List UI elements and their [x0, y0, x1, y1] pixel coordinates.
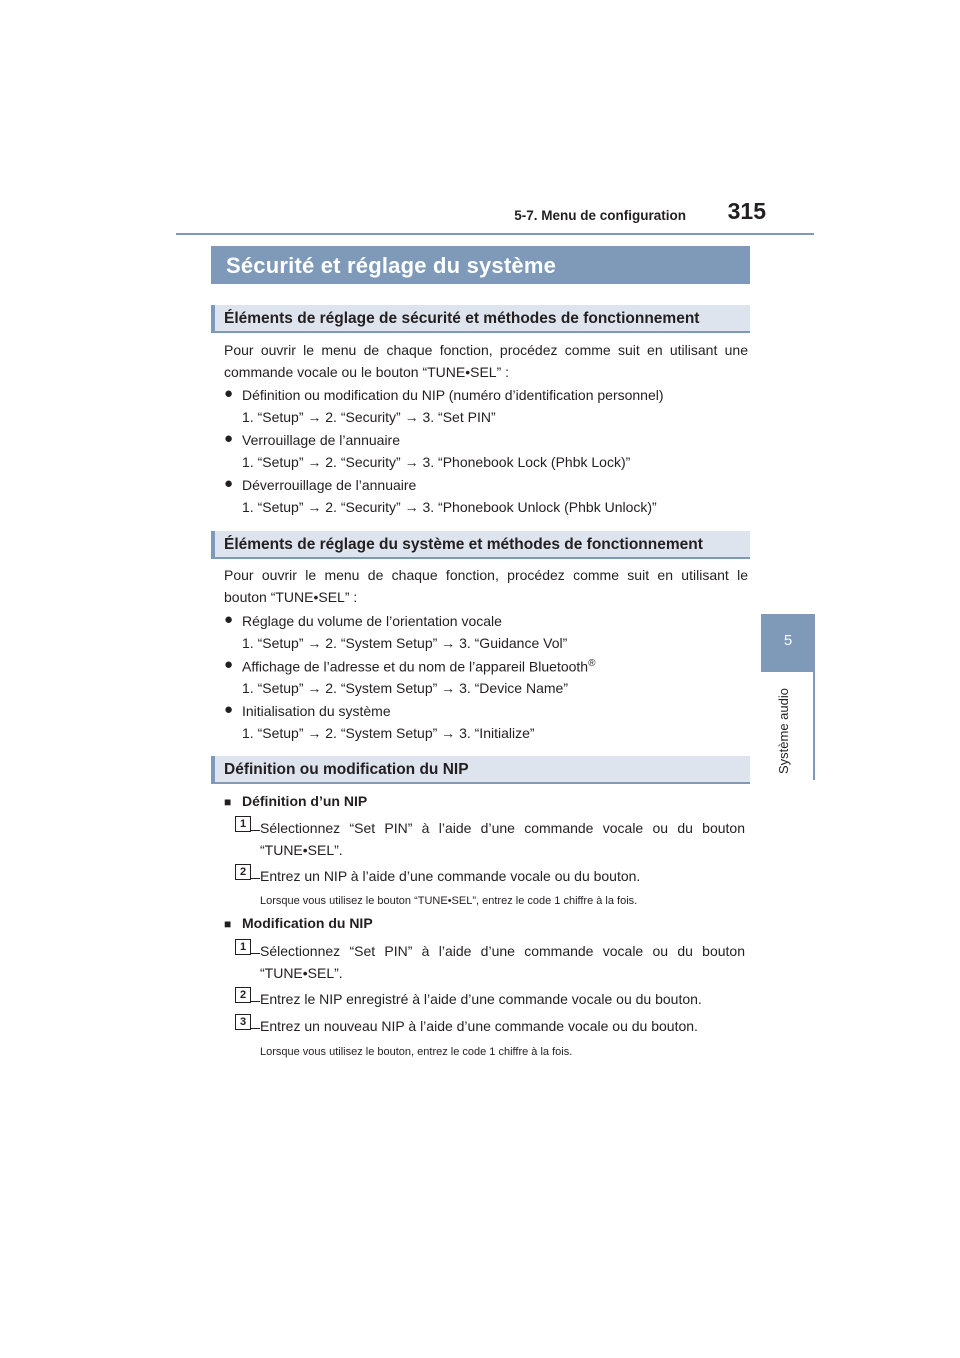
system-heading-accent [211, 531, 215, 559]
security-intro-line1: Pour ouvrir le menu de chaque fonction, procédez comme suit en utilisant une [224, 342, 748, 358]
bullet-icon: ● [224, 701, 234, 718]
system-item-title [242, 658, 595, 675]
system-item-path: 1. “Setup” → 2. “System Setup” → 3. “Guidance Vol” [242, 635, 568, 651]
bullet-icon: ● [224, 430, 234, 447]
page-number: 315 [727, 198, 766, 224]
registered-mark: ® [588, 658, 596, 669]
bullet-icon: ● [224, 475, 234, 492]
define-step-line1: Entrez un NIP à l’aide d’une commande vocale ou du bouton. [260, 868, 641, 884]
system-intro-line1: Pour ouvrir le menu de chaque fonction, procédez comme suit en utilisant le [224, 567, 748, 583]
chapter-number: 5 [783, 632, 793, 649]
chapter-tab-edge [813, 614, 815, 780]
system-heading: Éléments de réglage du système et méthodes de fonctionnement [224, 536, 703, 553]
system-item-title-text: Affichage de l’adresse et du nom de l’appareil Bluetooth [242, 658, 589, 675]
step-number-badge: 2 [235, 987, 251, 1003]
define-note: Lorsque vous utilisez le bouton “TUNE•SEL”, entrez le code 1 chiffre à la fois. [260, 895, 638, 907]
security-item-title: Définition ou modification du NIP (numéro d’identification personnel) [242, 387, 664, 403]
modify-note: Lorsque vous utilisez le bouton, entrez le code 1 chiffre à la fois. [260, 1046, 573, 1058]
modify-nip-title: Modification du NIP [242, 915, 373, 931]
security-heading-accent [211, 305, 215, 333]
header-rule [176, 233, 814, 235]
system-item-path: 1. “Setup” → 2. “System Setup” → 3. “Device Name” [242, 680, 568, 696]
nip-heading-accent [211, 756, 215, 784]
modify-step-line2: “TUNE•SEL”. [260, 965, 343, 981]
chapter-label: Système audio [776, 688, 791, 774]
define-nip-title: Définition d’un NIP [242, 793, 368, 809]
step-number-badge: 2 [235, 864, 251, 880]
square-bullet-icon: ■ [224, 917, 232, 931]
step-number-badge: 1 [235, 816, 251, 832]
define-step-line1: Sélectionnez “Set PIN” à l’aide d’une commande vocale ou du bouton [260, 820, 745, 836]
security-item-title: Verrouillage de l’annuaire [242, 432, 400, 448]
modify-step-line1: Entrez un nouveau NIP à l’aide d’une commande vocale ou du bouton. [260, 1018, 698, 1034]
define-step-line2: “TUNE•SEL”. [260, 842, 343, 858]
system-item-title: Réglage du volume de l’orientation vocale [242, 613, 502, 629]
security-item-path: 1. “Setup” → 2. “Security” → 3. “Phonebook Lock (Phbk Lock)” [242, 454, 631, 470]
step-number-badge: 1 [235, 939, 251, 955]
nip-heading: Définition ou modification du NIP [224, 761, 469, 778]
security-item-path: 1. “Setup” → 2. “Security” → 3. “Set PIN” [242, 409, 496, 425]
bullet-icon: ● [224, 385, 234, 402]
bullet-icon: ● [224, 611, 234, 628]
section-title: Sécurité et réglage du système [226, 253, 557, 278]
step-number-badge: 3 [235, 1014, 251, 1030]
security-intro-line2: commande vocale ou le bouton “TUNE•SEL” : [224, 364, 510, 380]
system-item-path: 1. “Setup” → 2. “System Setup” → 3. “Initialize” [242, 725, 535, 741]
system-item-title: Initialisation du système [242, 703, 391, 719]
running-head: 5-7. Menu de configuration [514, 208, 686, 223]
chapter-label-container [773, 678, 799, 780]
system-intro-line2: bouton “TUNE•SEL” : [224, 589, 358, 605]
square-bullet-icon: ■ [224, 795, 232, 809]
security-item-path: 1. “Setup” → 2. “Security” → 3. “Phonebook Unlock (Phbk Unlock)” [242, 499, 657, 515]
modify-step-line1: Entrez le NIP enregistré à l’aide d’une commande vocale ou du bouton. [260, 991, 702, 1007]
bullet-icon: ● [224, 656, 234, 673]
security-item-title: Déverrouillage de l’annuaire [242, 477, 417, 493]
security-heading: Éléments de réglage de sécurité et méthodes de fonctionnement [224, 310, 700, 327]
modify-step-line1: Sélectionnez “Set PIN” à l’aide d’une commande vocale ou du bouton [260, 943, 745, 959]
